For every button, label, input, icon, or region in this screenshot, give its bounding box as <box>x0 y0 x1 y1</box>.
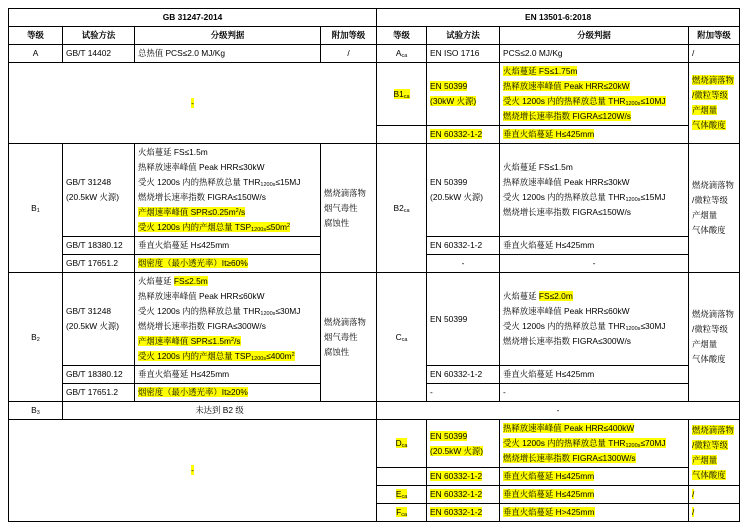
table-row-b1-main <box>9 144 740 237</box>
gb-blank-dash-1: - <box>191 97 194 108</box>
en-grade-eca <box>377 486 427 504</box>
en-grade-cca: $C_{ca}$ <box>377 273 427 402</box>
en-extra-cca <box>689 273 740 402</box>
en-criteria-header: 分级判据 <box>500 27 689 45</box>
en-criteria-dca-vertical <box>500 468 689 486</box>
gb-method-b2 <box>63 273 135 366</box>
en-criteria-eca <box>500 486 689 504</box>
gb-b1-method-line1: GB/T 31248 <box>66 177 112 187</box>
en-method-b1ca-vertical <box>427 126 500 144</box>
gb-criteria-b2-vertical: 垂直火焰蔓延 H≤425mm <box>135 366 321 384</box>
gb-criteria-b2 <box>135 273 321 366</box>
en-cca-dash-2: - <box>500 384 689 402</box>
en-criteria-aca: PCS≤2.0 MJ/Kg <box>500 45 689 63</box>
en-eca-extra: / <box>692 489 695 499</box>
en-grade-b1ca <box>377 63 427 126</box>
gb-method-b1-vertical: GB/T 18380.12 <box>63 237 135 255</box>
gb-b1-method-line2: (20.5kW 火源) <box>66 192 120 202</box>
gb-b2-crit-smoke: 烟密度（最小透光率）It≥20% <box>138 387 248 397</box>
en-b1ca-crit-figra: 燃烧增长速率指数 FIGRA≤120W/s <box>503 111 631 121</box>
gb-b2-extra-1: 燃烧滴落物 <box>324 316 366 327</box>
en-b1ca-extra-2: /微粒等级 <box>692 90 728 100</box>
en-extra-fca <box>689 504 740 522</box>
en-b2ca-extra-4: 气体酸度 <box>692 225 726 235</box>
en-method-aca: EN ISO 1716 <box>427 45 500 63</box>
en-b2ca-dash-1: - <box>427 255 500 273</box>
table-row-b3 <box>9 402 740 420</box>
en-cca-extra-4: 气体酸度 <box>692 354 726 364</box>
gb-grade-header: 等级 <box>9 27 63 45</box>
gb-b2-method-line2: (20.5kW 火源) <box>66 321 120 331</box>
gb-criteria-b1-vertical: 垂直火焰蔓延 H≤425mm <box>135 237 321 255</box>
gb-grade-b1: $B_1$ <box>9 144 63 273</box>
en-method-dca <box>427 420 500 468</box>
en-b1ca-method-60332: EN 60332-1-2 <box>430 129 483 139</box>
en-cca-dash-1: - <box>427 384 500 402</box>
column-header-row <box>9 27 740 45</box>
en-method-b2ca-vertical: EN 60332-1-2 <box>427 237 500 255</box>
gb-b1-crit-figra: 燃烧增长速率指数 FIGRA≤150W/s <box>138 192 266 202</box>
en-criteria-b2ca <box>500 144 689 237</box>
en-eca-method-60332: EN 60332-1-2 <box>430 489 483 499</box>
gb-extra-header: 附加等级 <box>321 27 377 45</box>
table-row-b1ca-main <box>9 63 740 126</box>
gb-grade-b3: $B_3$ <box>9 402 63 420</box>
gb-standard-title: GB 31247-2014 <box>9 9 377 27</box>
en-b1ca-crit-hrr: 热释放速率峰值 Peak HRR≤20kW <box>503 81 630 91</box>
en-criteria-b1ca <box>500 63 689 126</box>
en-grade-aca-sub: ca <box>401 53 408 59</box>
en-cca-extra-2: /微粒等级 <box>692 324 728 334</box>
en-extra-header: 附加等级 <box>689 27 740 45</box>
en-dca-extra-2: /微粒等级 <box>692 439 728 450</box>
en-dca-crit-hrr: 热释放速率峰值 Peak HRR≤400kW <box>503 423 635 433</box>
gb-b2-crit-tsp: 受火 1200s 内的产烟总量 $TSP_{1200s}\le 400m^2$ <box>138 351 295 362</box>
gb-blank-cell-1 <box>9 63 377 144</box>
gb-extra-a: / <box>321 45 377 63</box>
gb-b1-crit-thr: 受火 1200s 内的热释放总量 $THR_{1200s}\le 15MJ$ <box>138 177 301 188</box>
en-cca-extra-1: 燃烧滴落物 <box>692 309 734 319</box>
en-criteria-fca <box>500 504 689 522</box>
en-cca-crit-fs: 火焰蔓延 FS≤2.0m <box>503 291 573 301</box>
en-dca-extra-3: 产烟量 <box>692 454 718 465</box>
gb-b1-crit-smoke: 烟密度（最小透光率）It≥60% <box>138 258 248 268</box>
en-b2ca-crit-figra: 燃烧增长速率指数 FIGRA≤150W/s <box>503 207 631 217</box>
en-grade-aca-letter: A <box>395 48 402 58</box>
en-dca-crit-thr: 受火 1200s 内的热释放总量 $THR_{1200s}\le 70MJ$ <box>503 438 666 449</box>
en-grade-eca-label: $E_{ca}$ <box>395 489 408 500</box>
en-dca-method-line1: EN 50399 <box>430 430 468 441</box>
en-b2ca-method-line1: EN 50399 <box>430 177 468 187</box>
gb-method-b2-smoke: GB/T 17651.2 <box>63 384 135 402</box>
en-b2ca-dash-2: - <box>500 255 689 273</box>
gb-criteria-b2-smoke <box>135 384 321 402</box>
en-dca-crit-vertical: 垂直火焰蔓延 H≤425mm <box>503 471 595 481</box>
en-extra-aca: / <box>689 45 740 63</box>
en-dca-method-60332: EN 60332-1-2 <box>430 471 483 481</box>
gb-blank-dash-2: - <box>191 465 194 475</box>
en-criteria-b2ca-vertical: 垂直火焰蔓延 H≤425mm <box>500 237 689 255</box>
gb-grade-a: A <box>9 45 63 63</box>
en-method-fca <box>427 504 500 522</box>
gb-b2-extra-2: 烟气毒性 <box>324 331 358 342</box>
en-b1ca-extra-4: 气体酸度 <box>692 120 726 130</box>
gb-b1-extra-1: 燃烧滴落物 <box>324 187 366 198</box>
en-b2ca-extra-2: /微粒等级 <box>692 195 728 205</box>
en-cca-crit-hrr: 热释放速率峰值 Peak HRR≤60kW <box>503 306 630 316</box>
en-fca-crit-vertical: 垂直火焰蔓延 H>425mm <box>503 507 595 517</box>
gb-b2-crit-thr: 受火 1200s 内的热释放总量 $THR_{1200s}\le 30MJ$ <box>138 306 301 317</box>
gb-criteria-b1-smoke <box>135 255 321 273</box>
en-b1ca-crit-fs: 火焰蔓延 FS≤1.75m <box>503 66 578 76</box>
en-cca-crit-figra: 燃烧增长速率指数 FIGRA≤300W/s <box>503 336 631 346</box>
gb-b1-crit-hrr: 热释放速率峰值 Peak HRR≤30kW <box>138 162 265 172</box>
gb-b2-method-line1: GB/T 31248 <box>66 306 112 316</box>
en-grade-aca <box>377 45 427 63</box>
en-method-dca-vertical <box>427 468 500 486</box>
en-method-cca: EN 50399 <box>427 273 500 366</box>
en-b3-dash: - <box>377 402 740 420</box>
en-extra-eca <box>689 486 740 504</box>
en-extra-dca <box>689 420 740 486</box>
cable-fire-classification-comparison-table <box>8 8 740 522</box>
en-b2ca-extra-1: 燃烧滴落物 <box>692 180 734 190</box>
en-eca-crit-vertical: 垂直火焰蔓延 H≤425mm <box>503 489 595 499</box>
en-method-cca-vertical: EN 60332-1-2 <box>427 366 500 384</box>
en-grade-dca-spacer <box>377 468 427 486</box>
en-method-b1ca-line1: EN 50399 <box>430 81 468 91</box>
en-grade-fca <box>377 504 427 522</box>
en-dca-extra-4: 气体酸度 <box>692 469 726 480</box>
gb-blank-cell-2 <box>9 420 377 522</box>
gb-method-b1-smoke: GB/T 17651.2 <box>63 255 135 273</box>
en-method-eca <box>427 486 500 504</box>
en-method-b1ca-line2: (30kW 火源) <box>430 96 477 106</box>
en-b1ca-crit-vertical: 垂直火焰蔓延 H≤425mm <box>503 129 595 139</box>
en-grade-b1ca-spacer <box>377 126 427 144</box>
gb-method-header: 试验方法 <box>63 27 135 45</box>
en-criteria-dca <box>500 420 689 468</box>
en-b1ca-crit-thr: 受火 1200s 内的热释放总量 $THR_{1200s}\le 10MJ$ <box>503 96 666 107</box>
standards-header-row <box>9 9 740 27</box>
en-grade-header: 等级 <box>377 27 427 45</box>
gb-criteria-b1 <box>135 144 321 237</box>
gb-b1-crit-tsp: 受火 1200s 内的产烟总量 $TSP_{1200s}\le 50m^2$ <box>138 222 291 233</box>
en-b2ca-crit-thr: 受火 1200s 内的热释放总量 $THR_{1200s}\le 15MJ$ <box>503 192 666 203</box>
gb-criteria-b3: 未达到 B2 级 <box>63 402 377 420</box>
en-cca-extra-3: 产烟量 <box>692 339 718 349</box>
gb-b2-crit-figra: 燃烧增长速率指数 FIGRA≤300W/s <box>138 321 266 331</box>
gb-method-a: GB/T 14402 <box>63 45 135 63</box>
en-extra-b1ca <box>689 63 740 144</box>
en-fca-extra: / <box>692 507 695 517</box>
gb-b2-extra-3: 腐蚀性 <box>324 346 350 357</box>
gb-extra-b1 <box>321 144 377 273</box>
gb-b1-extra-2: 烟气毒性 <box>324 202 358 213</box>
en-b1ca-extra-3: 产烟量 <box>692 105 718 115</box>
table-row-a <box>9 45 740 63</box>
en-extra-b2ca <box>689 144 740 273</box>
en-grade-dca <box>377 420 427 468</box>
en-fca-method-60332: EN 60332-1-2 <box>430 507 483 517</box>
en-grade-fca-label: $F_{ca}$ <box>396 507 408 518</box>
gb-b2-crit-spr: 产烟速率峰值 $SPR\le 1.5m^2/s$ <box>138 336 241 346</box>
gb-criteria-a: 总热值 PCS≤2.0 MJ/Kg <box>135 45 321 63</box>
en-criteria-cca-vertical: 垂直火焰蔓延 H≤425mm <box>500 366 689 384</box>
gb-method-b1 <box>63 144 135 237</box>
en-b2ca-crit-hrr: 热释放速率峰值 Peak HRR≤30kW <box>503 177 630 187</box>
en-standard-title: EN 13501-6:2018 <box>377 9 740 27</box>
en-method-b1ca <box>427 63 500 126</box>
en-grade-b1ca-label: $B1_{ca}$ <box>393 88 410 100</box>
en-criteria-cca <box>500 273 689 366</box>
en-dca-method-line2: (20.5kW 火源) <box>430 445 484 456</box>
gb-b1-crit-spr: 产烟速率峰值 $SPR\le 0.25m^2/s$ <box>138 207 246 217</box>
gb-criteria-header: 分级判据 <box>135 27 321 45</box>
en-method-b2ca <box>427 144 500 237</box>
table-row-b2-main <box>9 273 740 366</box>
gb-extra-b2 <box>321 273 377 402</box>
gb-b1-crit-fs: 火焰蔓延 FS≤1.5m <box>138 147 208 157</box>
en-method-header: 试验方法 <box>427 27 500 45</box>
comparison-table-wrapper <box>8 8 740 522</box>
en-b1ca-extra-1: 燃烧滴落物 <box>692 75 734 85</box>
gb-b2-crit-fs: 火焰蔓延 FS≤2.5m <box>138 276 208 286</box>
en-cca-crit-thr: 受火 1200s 内的热释放总量 $THR_{1200s}\le 30MJ$ <box>503 321 666 332</box>
gb-method-b2-vertical: GB/T 18380.12 <box>63 366 135 384</box>
gb-b1-extra-3: 腐蚀性 <box>324 217 350 228</box>
en-b2ca-extra-3: 产烟量 <box>692 210 718 220</box>
en-criteria-b1ca-vertical <box>500 126 689 144</box>
en-grade-dca-label: $D_{ca}$ <box>395 438 408 449</box>
en-b2ca-method-line2: (20.5kW 火源) <box>430 192 484 202</box>
gb-grade-b2: $B_2$ <box>9 273 63 402</box>
en-dca-crit-figra: 燃烧增长速率指数 FIGRA≤1300W/s <box>503 453 636 463</box>
en-b2ca-crit-fs: 火焰蔓延 FS≤1.5m <box>503 162 573 172</box>
en-grade-b2ca: $B2_{ca}$ <box>377 144 427 273</box>
table-row-dca-main <box>9 420 740 468</box>
en-dca-extra-1: 燃烧滴落物 <box>692 424 734 435</box>
gb-b2-crit-hrr: 热释放速率峰值 Peak HRR≤60kW <box>138 291 265 301</box>
